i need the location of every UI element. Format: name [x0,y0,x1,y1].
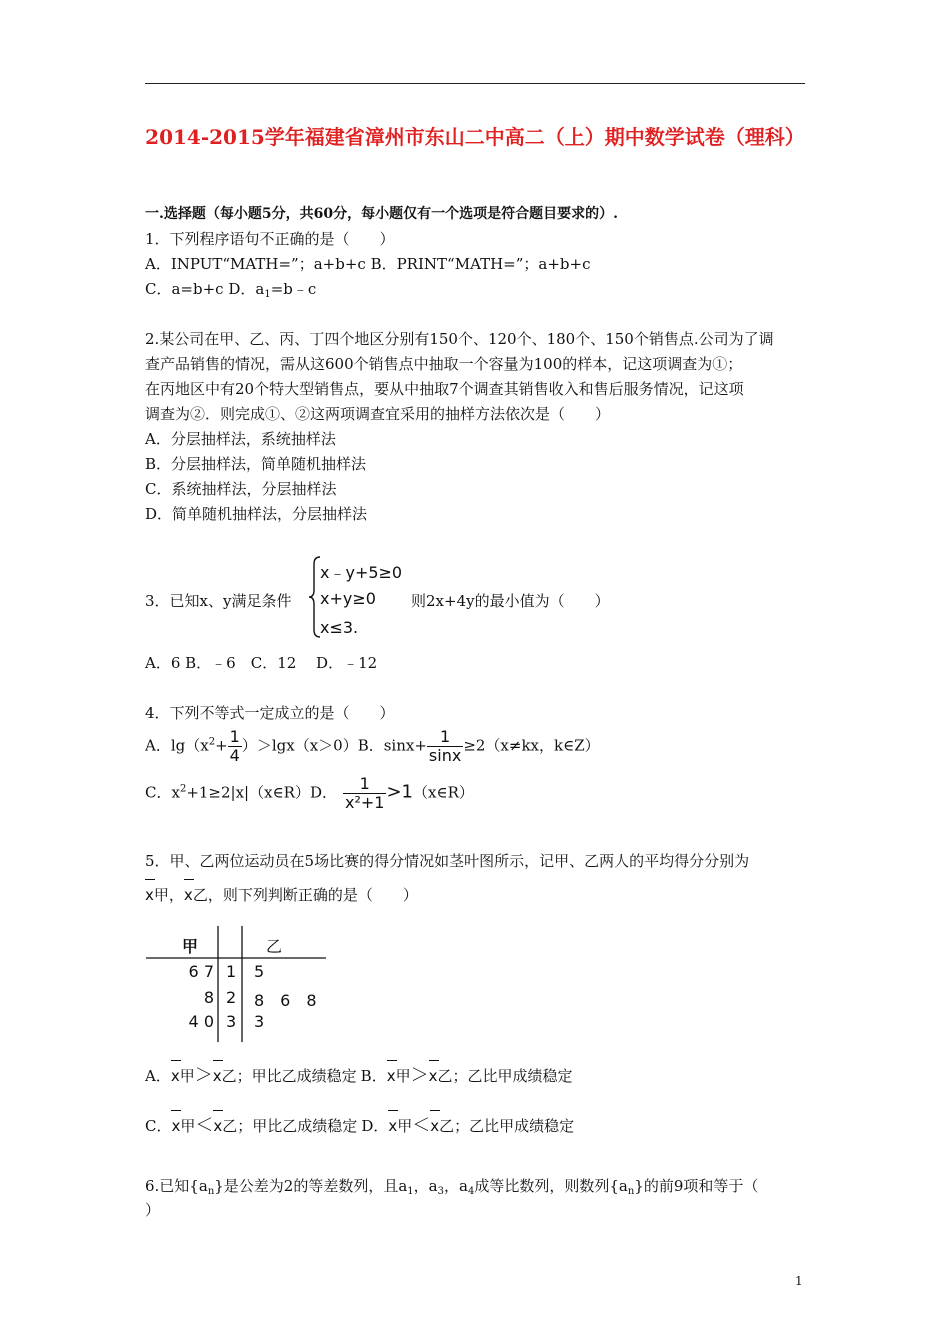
leaf-right-2: 8 6 8 [254,991,317,1010]
q5-options-cd [145,1111,574,1137]
q2-line-1: 2.某公司在甲、乙、丙、丁四个地区分别有150个、120个、180个、150个销售点.公司为了调 [145,330,774,348]
q2-option-d: D．简单随机抽样法，分层抽样法 [145,505,368,523]
q5-b-cmp: ＞ [410,1065,429,1086]
q5-c-cmp: ＜ [195,1115,214,1136]
q5-a-xbar-jia: x甲 [171,1065,195,1086]
q3-options: A．6 B．﹣6 C．12 D．﹣12 [145,654,378,672]
q2-option-c: C．系统抽样法，分层抽样法 [145,480,337,498]
q4-a-sup: 2 [208,736,216,748]
q1-options-ab: A．INPUT“MATH=”；a+b+c B．PRINT“MATH=”；a+b+c [145,255,591,273]
q4-d-fraction [343,775,386,812]
xbar-yi: x乙 [184,884,208,905]
q5-b-label: B． [360,1067,387,1085]
q4-b-post: ≥2（x≠kx，k∈Z） [463,736,600,755]
q5-b-xbar-yi: x乙 [429,1065,453,1086]
q5-c-xbar-jia: x甲 [171,1115,195,1136]
q4-d-gt: >1 [386,781,414,803]
q5-d-xbar-yi: x乙 [430,1115,454,1136]
leaf-left-1: 6 7 [188,962,214,981]
q3-stem-pre: 3．已知x、y满足条件 [145,592,292,610]
q6-line-2: ） [145,1201,161,1219]
q5-line-2-post: ，则下列判断正确的是（ ） [207,886,418,904]
q5-line-2 [145,884,418,905]
q5-line-1: 5．甲、乙两位运动员在5场比赛的得分情况如茎叶图所示，记甲、乙两人的平均得分分别为 [145,852,750,870]
q5-options-ab [145,1061,573,1087]
leaf-left-2: 8 [203,988,214,1007]
q1-option-d-text: =b﹣c [270,280,317,298]
stem-3: 3 [226,1012,237,1031]
q4-a-post: ）＞lgx（x＞0）B．sinx+ [241,736,427,755]
q4-options-ab [145,728,600,765]
q1-stem: 1．下列程序语句不正确的是（ ） [145,230,395,248]
q5-a-xbar-yi: x乙 [213,1065,237,1086]
q4-b-num: 1 [440,727,451,746]
q5-c-xbar-yi: x乙 [213,1115,237,1136]
stem-leaf-plot [146,932,326,1042]
q1-options-cd [145,278,316,300]
page-title: 2014-2015学年福建省漳州市东山二中高二（上）期中数学试卷（理科） [145,125,805,149]
q4-c-sup: 2 [179,783,187,795]
q2-option-b: B．分层抽样法，简单随机抽样法 [145,455,367,473]
section-heading: 一.选择题（每小题5分，共60分，每小题仅有一个选项是符合题目要求的）. [145,206,618,222]
q1-subscript: 1 [264,289,271,300]
xbar-jia: x甲 [145,884,169,905]
q5-b-text: ；乙比甲成绩稳定 [452,1067,573,1085]
q5-c-label: C． [145,1117,172,1135]
q5-d-text: ；乙比甲成绩稳定 [454,1117,575,1135]
q4-a-pre: A．lg（x [145,736,209,755]
q4-a-fraction [228,728,242,765]
q4-a-plus: + [215,736,228,755]
stem-1: 1 [226,962,237,981]
q5-a-text: ；甲比乙成绩稳定 [236,1067,357,1085]
q2-line-4: 调查为②．则完成①、②这两项调查宜采用的抽样方法依次是（ ） [145,405,611,423]
q4-d-den: x²+1 [345,793,385,812]
q4-c-pre: C．x [145,783,180,802]
stem-leaf-head-jia: 甲 [182,937,199,956]
q3-condition-2: x+y≥0 [320,589,376,608]
q3-stem-post: 则2x+4y的最小值为（ ） [411,592,610,610]
q5-comma: ， [168,886,184,904]
q6-line-1: 6.已知$\{a_n\}$是公差为2的等差数列，且$a_1$，$a_3$，$a_4$成等比数列，则数列$\{a_n\}$的前9项和等于（ [145,1177,759,1197]
q5-d-cmp: ＜ [412,1115,431,1136]
q3-condition-1: x﹣y+5≥0 [320,563,403,582]
q5-c-text: ；甲比乙成绩稳定 [237,1117,358,1135]
q4-options-cd [145,775,474,812]
stem-2: 2 [226,988,237,1007]
q5-d-label: D． [361,1117,389,1135]
q4-stem: 4．下列不等式一定成立的是（ ） [145,704,395,722]
q2-option-a: A．分层抽样法，系统抽样法 [145,430,336,448]
leaf-right-3: 3 [254,1012,265,1031]
leaf-left-3: 4 0 [188,1012,214,1031]
q5-d-xbar-jia: x甲 [388,1115,412,1136]
page-number: 1 [795,1274,803,1288]
q3-condition-3: x≤3. [320,618,359,637]
q4-d-post: （x∈R） [413,783,474,802]
q5-b-xbar-jia: x甲 [387,1065,411,1086]
q5-a-label: A． [145,1067,171,1085]
q4-c-post: +1≥2|x|（x∈R）D． [186,783,337,802]
q2-line-3: 在丙地区中有20个特大型销售点，要从中抽取7个调查其销售收入和售后服务情况，记这项 [145,380,744,398]
q4-d-num: 1 [359,774,370,793]
header-rule [145,83,805,84]
q2-line-2: 查产品销售的情况，需从这600个销售点中抽取一个容量为100的样本，记这项调查为①； [145,355,743,373]
leaf-right-1: 5 [254,962,265,981]
q4-b-den: sinx [428,746,462,765]
q1-option-c-text: C．a=b+c D．a [145,280,265,298]
stem-leaf-head-yi: 乙 [266,937,283,956]
q4-a-den: 4 [229,746,240,765]
q4-a-num: 1 [229,727,240,746]
q5-a-cmp: ＞ [194,1065,213,1086]
q4-b-fraction [427,728,463,765]
